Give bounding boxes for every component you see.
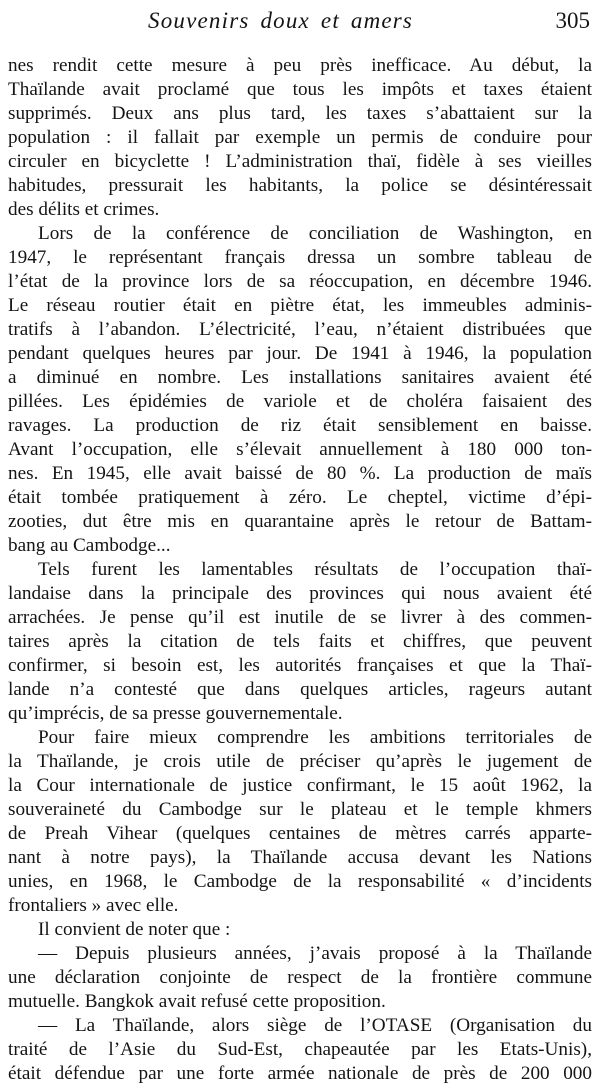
text-line: Tels furent les lamentables résultats de l’occupation thaï- xyxy=(38,559,592,580)
text-line: était tombée pratiquement à zéro. Le cheptel, victime d’épi- xyxy=(8,487,592,508)
paragraph xyxy=(8,222,592,558)
text-line: — La Thaïlande, alors siège de l’OTASE (Organisation du xyxy=(38,1015,592,1036)
page-number: 305 xyxy=(555,8,590,33)
text-line: circuler en bicyclette ! L’administration thaï, fidèle à ses vieilles xyxy=(8,151,592,172)
text-line: des délits et crimes. xyxy=(8,199,160,220)
text-line: l’état de la province lors de sa réoccupation, en décembre 1946. xyxy=(8,271,592,292)
text-line: ravages. La production de riz était sensiblement en baisse. xyxy=(8,415,592,436)
text-line: frontaliers » avec elle. xyxy=(8,895,179,916)
text-line: arrachées. Je pense qu’il est inutile de se livrer à des commen- xyxy=(8,607,592,628)
text-line: bang au Cambodge... xyxy=(8,535,171,556)
body-text xyxy=(8,54,592,1086)
text-line: population : il fallait par exemple un permis de conduire pour xyxy=(8,127,592,148)
text-line: a diminué en nombre. Les installations sanitaires avaient été xyxy=(8,367,592,388)
text-line: était défendue par une forte armée nationale de près de 200 000 xyxy=(8,1063,592,1084)
paragraph xyxy=(8,942,592,1014)
text-line: mutuelle. Bangkok avait refusé cette proposition. xyxy=(8,991,386,1012)
text-line: la Thaïlande, je crois utile de préciser qu’après le jugement de xyxy=(8,751,592,772)
text-line: taires après la citation de tels faits et chiffres, que peuvent xyxy=(8,631,592,652)
text-line: nant à notre pays), la Thaïlande accusa devant les Nations xyxy=(8,847,592,868)
text-line: landaise dans la principale des provinces qui nous avaient été xyxy=(8,583,592,604)
paragraph xyxy=(8,918,592,942)
text-line: tratifs à l’abandon. L’électricité, l’eau, n’étaient distribuées que xyxy=(8,319,592,340)
text-line: de Preah Vihear (quelques centaines de mètres carrés apparte- xyxy=(8,823,592,844)
paragraph xyxy=(8,1014,592,1086)
paragraph xyxy=(8,726,592,918)
text-line: Avant l’occupation, elle s’élevait annuellement à 180 000 ton- xyxy=(8,439,592,460)
text-line: — Depuis plusieurs années, j’avais proposé à la Thaïlande xyxy=(38,943,592,964)
text-line: la Cour internationale de justice confirmant, le 15 août 1962, la xyxy=(8,775,592,796)
text-line: traité de l’Asie du Sud-Est, chapeautée par les Etats-Unis), xyxy=(8,1039,592,1060)
text-line: Pour faire mieux comprendre les ambitions territoriales de xyxy=(38,727,592,748)
text-line: 1947, le représentant français dressa un sombre tableau de xyxy=(8,247,592,268)
text-line: Thaïlande avait proclamé que tous les impôts et taxes étaient xyxy=(8,79,592,100)
text-line: zooties, dut être mis en quarantaine après le retour de Battam- xyxy=(8,511,592,532)
text-line: Le réseau routier était en piètre état, les immeubles adminis- xyxy=(8,295,592,316)
running-header xyxy=(0,4,600,38)
text-line: lande n’a contesté que dans quelques articles, rageurs autant xyxy=(8,679,592,700)
text-line: nes rendit cette mesure à peu près inefficace. Au début, la xyxy=(8,55,592,76)
running-title: Souvenirs doux et amers xyxy=(148,8,414,33)
paragraph xyxy=(8,558,592,726)
text-line: pillées. Les épidémies de variole et de choléra faisaient des xyxy=(8,391,592,412)
text-line: souveraineté du Cambodge sur le plateau et le temple khmers xyxy=(8,799,592,820)
text-line: une déclaration conjointe de respect de la frontière commune xyxy=(8,967,592,988)
text-line: supprimés. Deux ans plus tard, les taxes s’abattaient sur la xyxy=(8,103,592,124)
text-line: nes. En 1945, elle avait baissé de 80 %. La production de maïs xyxy=(8,463,592,484)
text-line: qu’imprécis, de sa presse gouvernementale. xyxy=(8,703,343,724)
text-line: Il convient de noter que : xyxy=(38,919,231,940)
text-line: confirmer, si besoin est, les autorités françaises et que la Thaï- xyxy=(8,655,592,676)
text-line: unies, en 1968, le Cambodge de la responsabilité « d’incidents xyxy=(8,871,592,892)
text-line: Lors de la conférence de conciliation de Washington, en xyxy=(38,223,592,244)
paragraph xyxy=(8,54,592,222)
text-line: pendant quelques heures par jour. De 1941 à 1946, la population xyxy=(8,343,592,364)
text-line: habitudes, pressurait les habitants, la police se désintéressait xyxy=(8,175,592,196)
